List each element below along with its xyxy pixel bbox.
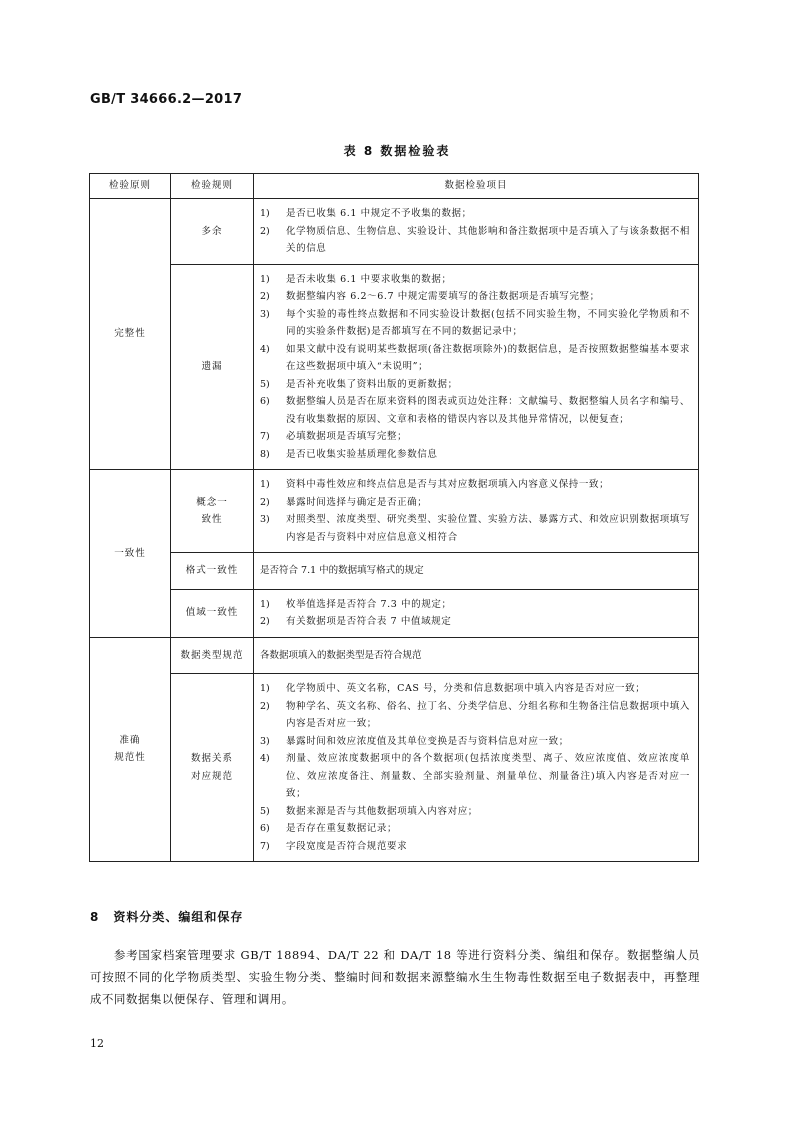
check-items-cell: [254, 637, 699, 674]
check-items-list: [260, 476, 690, 546]
item-number: 6): [260, 396, 270, 407]
item-text: 暴露时间选择与确定是否正确；: [286, 496, 428, 508]
principle-line: 规范性: [114, 752, 146, 764]
item-text: 是否已收集实验基质理化参数信息: [286, 448, 438, 460]
item-text: 剂量、效应浓度数据项中的各个数据项(包括浓度类型、离子、效应浓度值、效应浓度单位、效应浓度备注、剂量数、全部实验剂量、剂量单位、剂量备注)填入内容是否对应一致；: [286, 753, 690, 799]
list-item: [260, 306, 690, 341]
rule-line: 致性: [201, 514, 223, 525]
list-item: [260, 838, 690, 856]
rule-line: 数据关系: [190, 753, 233, 764]
rule-cell: [171, 674, 254, 862]
item-number: 5): [260, 378, 270, 390]
item-number: 4): [260, 753, 270, 764]
principle-line: 准确: [119, 734, 141, 746]
data-check-table: [89, 173, 699, 862]
item-number: 5): [260, 805, 270, 817]
check-items-cell: [254, 553, 699, 590]
principle-cell: 一致性: [90, 470, 171, 638]
item-text: 字段宽度是否符合规范要求: [286, 840, 408, 852]
list-item: [260, 446, 690, 464]
list-item: [260, 205, 690, 223]
check-items-cell: [254, 674, 699, 862]
table-row: [90, 637, 699, 674]
header-check-items: 数据检验项目: [254, 174, 699, 199]
item-text: 是否已收集 6.1 中规定不予收集的数据；: [286, 208, 472, 219]
item-text: 暴露时间和效应浓度值及其单位变换是否与资料信息对应一致；: [286, 735, 569, 747]
section-title: 资料分类、编组和保存: [113, 910, 244, 924]
item-number: 6): [260, 823, 270, 834]
item-number: 1): [260, 208, 270, 219]
check-items-cell: [254, 199, 699, 265]
item-number: 1): [260, 273, 270, 285]
item-text: 化学物质中、英文名称，CAS 号，分类和信息数据项中填入内容是否对应一致；: [286, 683, 646, 694]
list-item: [260, 698, 690, 733]
list-item: [260, 494, 690, 512]
rule-line: 对应规范: [190, 770, 233, 782]
item-number: 2): [260, 700, 270, 712]
item-text: 化学物质信息、生物信息、实验设计、其他影响和备注数据项中是否填入了与该条数据不相关的信息: [286, 225, 691, 254]
table-row: [90, 264, 699, 470]
check-item-text: 各数据项填入的数据类型是否符合规范: [260, 649, 422, 661]
section-paragraph: 参考国家档案管理要求 GB/T 18894、DA/T 22 和 DA/T 18 等进行资料分类、编组和保存。数据整编人员可按照不同的化学物质类型、实验生物分类、整编时间和数据来源整编水生生物毒性数据至电子数据表中，再整理成不同数据集以便保存、管理和调用。: [90, 948, 700, 1006]
item-text: 资料中毒性效应和终点信息是否与其对应数据项填入内容意义保持一致；: [286, 479, 610, 490]
list-item: [260, 428, 690, 446]
item-text: 是否补充收集了资料出版的更新数据；: [286, 378, 458, 390]
item-text: 有关数据项是否符合表 7 中值域规定: [286, 616, 452, 627]
table-row: [90, 553, 699, 590]
item-number: 1): [260, 683, 270, 694]
header-principle: 检验原则: [90, 174, 171, 199]
list-item: [260, 803, 690, 821]
list-item: [260, 750, 690, 803]
item-text: 必填数据项是否填写完整；: [286, 431, 408, 442]
rule-cell: 数据类型规范: [171, 637, 254, 674]
check-item-text: 是否符合 7.1 中的数据填写格式的规定: [260, 565, 424, 576]
item-text: 是否未收集 6.1 中要求收集的数据；: [286, 273, 452, 285]
list-item: [260, 820, 690, 838]
item-number: 1): [260, 479, 270, 490]
item-number: 2): [260, 496, 270, 508]
item-number: 1): [260, 598, 270, 610]
table-caption: 表 8 数据检验表: [343, 144, 451, 158]
check-items-list: [260, 271, 690, 464]
list-item: [260, 613, 690, 631]
list-item: [260, 376, 690, 394]
table-row: [90, 199, 699, 265]
list-item: [260, 476, 690, 494]
item-number: 7): [260, 431, 270, 442]
check-items-list: [260, 205, 690, 258]
check-items-cell: [254, 264, 699, 470]
page-number: 12: [90, 1037, 104, 1050]
item-number: 3): [260, 514, 270, 525]
list-item: [260, 271, 690, 289]
table-row: [90, 470, 699, 553]
item-number: 3): [260, 308, 270, 320]
list-item: [260, 680, 690, 698]
item-text: 是否存在重复数据记录；: [286, 823, 398, 834]
table-header-row: [90, 174, 699, 199]
list-item: [260, 223, 690, 258]
item-number: 8): [260, 448, 270, 460]
rule-cell: 多余: [171, 199, 254, 265]
list-item: [260, 511, 690, 546]
section-number: 8: [90, 910, 100, 924]
rule-cell: 格式一致性: [171, 553, 254, 590]
item-text: 数据整编内容 6.2～6.7 中规定需要填写的备注数据项是否填写完整；: [286, 291, 600, 302]
rule-cell: [171, 470, 254, 553]
item-text: 对照类型、浓度类型、研究类型、实验位置、实验方法、暴露方式、和效应识别数据项填写内容是否与资料中对应信息意义相符合: [286, 514, 691, 543]
section-heading: [90, 908, 243, 925]
item-number: 2): [260, 616, 270, 627]
item-text: 数据整编人员是否在原来资料的图表或页边处注释：文献编号、数据整编人员名字和编号、没有收集数据的原因、文章和表格的错误内容以及其他异常情况，以便复查；: [286, 396, 691, 425]
item-text: 物种学名、英文名称、俗名、拉丁名、分类学信息、分组名称和生物备注信息数据项中填入内容是否对应一致；: [286, 700, 691, 729]
item-text: 如果文献中没有说明某些数据项(备注数据项除外)的数据信息，是否按照数据整编基本要求在这些数据项中填入“未说明”；: [286, 343, 690, 372]
item-number: 2): [260, 225, 270, 237]
list-item: [260, 393, 690, 428]
check-items-cell: [254, 470, 699, 553]
check-items-list: [260, 596, 690, 631]
table-row: [90, 589, 699, 637]
principle-cell: 完整性: [90, 199, 171, 470]
rule-cell: 遗漏: [171, 264, 254, 470]
item-text: 数据来源是否与其他数据项填入内容对应；: [286, 805, 478, 817]
table-row: [90, 674, 699, 862]
table-body: [90, 199, 699, 862]
item-number: 2): [260, 291, 270, 302]
check-items-list: [260, 680, 690, 855]
rule-cell: 值域一致性: [171, 589, 254, 637]
list-item: [260, 288, 690, 306]
standard-code: GB/T 34666.2—2017: [90, 92, 243, 107]
item-number: 4): [260, 343, 270, 355]
item-text: 枚举值选择是否符合 7.3 中的规定；: [286, 598, 452, 610]
rule-line: 概念一: [196, 496, 228, 508]
item-number: 3): [260, 735, 270, 747]
item-number: 7): [260, 840, 270, 852]
header-rule: 检验规则: [171, 174, 254, 199]
list-item: [260, 341, 690, 376]
check-items-cell: [254, 589, 699, 637]
list-item: [260, 596, 690, 614]
list-item: [260, 733, 690, 751]
item-text: 每个实验的毒性终点数据和不同实验设计数据(包括不同实验生物，不同实验化学物质和不同的实验条件数据)是否都填写在不同的数据记录中；: [286, 308, 690, 337]
principle-cell: [90, 637, 171, 862]
